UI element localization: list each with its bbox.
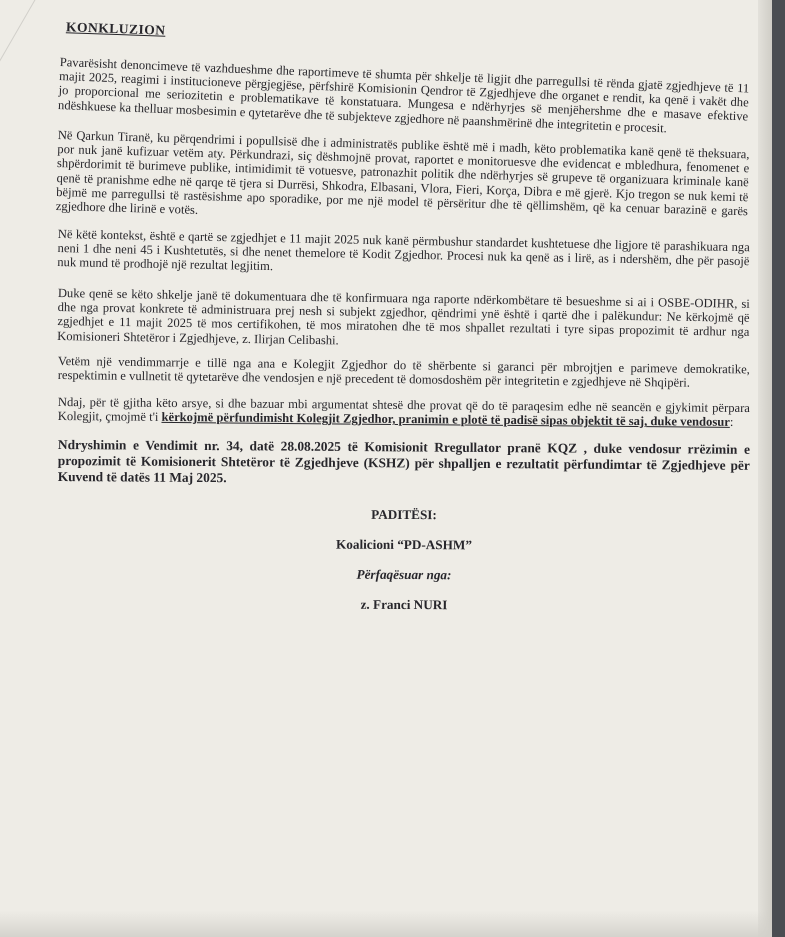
paragraph-6-end: : (729, 414, 734, 429)
page-bottom-fade (0, 911, 772, 937)
represented-by-label: Përfaqësuar nga: (356, 567, 452, 583)
paragraph-6 (58, 395, 750, 429)
paragraph-6-text: Ndaj, për të gjitha këto arsye, si dhe bazuar mbi argumentat shtesë dhe provat që do të paraqesim edhe në seancën e gjykimit përpara Kolegjit, çmojmë t'i (57, 394, 750, 424)
paragraph-3: Në këtë kontekst, është e qartë se zgjedhjet e 11 majit 2025 nuk kanë përmbushur standardet kushtetuese dhe ligjore të parashikuara nga neni 1 dhe neni 45 i Kushtetutës, si dhe nenet themelore të Kodit Zgjedhor. Procesi nuk ka qenë as i lirë, as i ndershëm, dhe për pasojë nuk mund të prodhojë një rezultat legjitim. (57, 227, 750, 274)
paragraph-1: Pavarësisht denoncimeve të vazhdueshme dhe raportimeve të shumta për shkelje të ligjit dhe parregullsi të rënda gjatë zgjedhjeve të 11 majit 2025, reagimi i institucioneve përgjegjëse, përfshirë Komisionin Qendror të Zgjedhjeve dhe organet e rendit, ka qenë i vakët dhe jo proporcional me seriozitetin e problematikave të konstatuara. Mungesa e ndërhyrjes së menjëhershme dhe e masave efektive ndëshkuese ka thelluar mosbesimin e qytetarëve dhe të subjekteve zgjedhore në paanshmërinë dhe integritetin e procesit. (57, 55, 750, 135)
page-fold-crease (0, 0, 60, 165)
representative-name: z. Franci NURI (360, 597, 448, 613)
request-paragraph: Ndryshimin e Vendimit nr. 34, datë 28.08.2025 të Komisionit Rregullator pranë KQZ , duke vendosur rrëzimin e propozimit të Komisionerit Shtetëror të Zgjedhjeve (KSHZ) për shpalljen e rezultatit përfundimtar të Zgjedhjeve për Kuvend të datës 11 Maj 2025. (57, 437, 750, 486)
paragraph-6-emphasis: kërkojmë përfundimisht Kolegjit Zgjedhor, pranimin e plotë të padisë sipas objektit të saj, duke vendosur (161, 409, 730, 429)
page-edge-shadow (758, 0, 772, 937)
paragraph-4: Duke qenë se këto shkelje janë të dokumentuara dhe të konfirmuara nga raporte ndërkombëtare të besueshme si ai i OSBE-ODIHR, si dhe nga provat konkrete të administruara prej nesh si subjekt zgjedhor, qëndrimi ynë është i qartë dhe i palëkundur: Ne kërkojmë që zgjedhjet e 11 majit 2025 të mos certifikohen, të mos miratohen dhe të mos shpallet rezultati i tyre sipas propozimit të ardhur nga Komisioneri Shtetëror i Zgjedhjeve, z. Ilirjan Celibashi. (57, 285, 750, 347)
plaintiff-party: Koalicioni “PD-ASHM” (336, 536, 472, 553)
plaintiff-label: PADITËSI: (371, 507, 437, 523)
paragraph-5: Vetëm një vendimmarrje e tillë nga ana e Kolegjit Zgjedhor do të shërbente si garanci për mbrojtjen e parimeve demokratike, respektimin e vullnetit të qytetarëve dhe vendosjen e një precedent të domosdoshëm për integritetin e zgjedhjeve në Shqipëri. (57, 354, 750, 391)
paragraph-2: Në Qarkun Tiranë, ku përqendrimi i popullsisë dhe i administratës publike është më i madh, këto problematika kanë qenë të theksuara, por nuk janë kufizuar vetëm aty. Përkundrazi, siç dëshmojnë provat, raportet e monitoruesve dhe evidencat e mbledhura, fenomenet e shpërdorimit të burimeve publike, intimidimit të votuesve, patronazhit politik dhe ndërhyrjes së grupeve të organizuara kriminale kanë qenë të pranishme edhe në qarqe të tjera si Durrësi, Shkodra, Elbasani, Vlora, Fieri, Korça, Dibra e më gjerë. Kjo tregon se nuk kemi të bëjmë me parregullsi të rastësishme apo sporadike, por me një model të përsëritur dhe të qëllimshëm, që ka cenuar barazinë e garës zgjedhore dhe lirinë e votës. (55, 127, 750, 218)
section-heading: KONKLUZION (65, 19, 166, 38)
